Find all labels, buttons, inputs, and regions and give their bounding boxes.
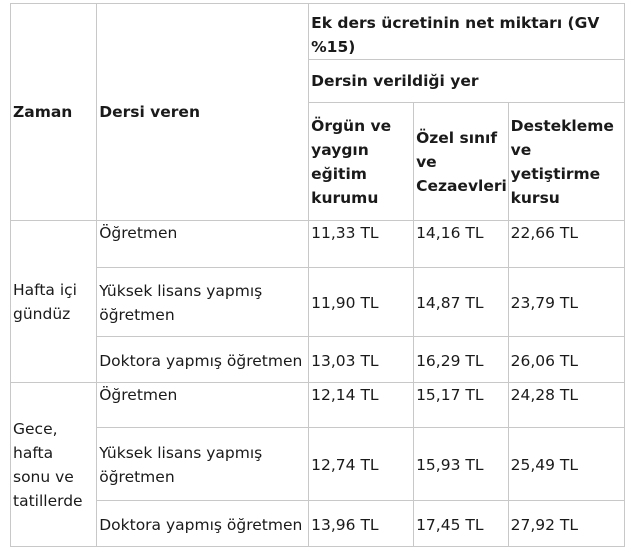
group-zaman-cell: Gece, hafta sonu ve tatillerde bbox=[11, 383, 97, 547]
orgun-value-cell: 13,03 TL bbox=[309, 337, 414, 383]
orgun-value-cell: 13,96 TL bbox=[309, 501, 414, 547]
orgun-value-cell: 11,33 TL bbox=[309, 221, 414, 268]
header-row bbox=[11, 4, 625, 60]
dersi-veren-cell: Doktora yapmış öğretmen bbox=[97, 337, 309, 383]
header-dersi-veren: Dersi veren bbox=[97, 4, 309, 221]
dersi-veren-cell: Öğretmen bbox=[97, 221, 309, 268]
table-row bbox=[11, 501, 625, 547]
dersi-veren-cell: Yüksek lisans yapmış öğretmen bbox=[97, 268, 309, 337]
dersi-veren-cell: Doktora yapmış öğretmen bbox=[97, 501, 309, 547]
ozel-value-cell: 17,45 TL bbox=[414, 501, 509, 547]
table-row bbox=[11, 337, 625, 383]
destek-value-cell: 25,49 TL bbox=[508, 428, 624, 501]
table-row bbox=[11, 221, 625, 268]
destek-value-cell: 26,06 TL bbox=[508, 337, 624, 383]
dersi-veren-cell: Yüksek lisans yapmış öğretmen bbox=[97, 428, 309, 501]
orgun-value-cell: 11,90 TL bbox=[309, 268, 414, 337]
orgun-value-cell: 12,14 TL bbox=[309, 383, 414, 428]
header-col-orgun: Örgün ve yaygın eğitim kurumu bbox=[309, 103, 414, 221]
ozel-value-cell: 16,29 TL bbox=[414, 337, 509, 383]
header-col-ozel: Özel sınıf ve Cezaevleri bbox=[414, 103, 509, 221]
table-row bbox=[11, 268, 625, 337]
destek-value-cell: 22,66 TL bbox=[508, 221, 624, 268]
ozel-value-cell: 15,93 TL bbox=[414, 428, 509, 501]
dersi-veren-cell: Öğretmen bbox=[97, 383, 309, 428]
orgun-value-cell: 12,74 TL bbox=[309, 428, 414, 501]
header-zaman: Zaman bbox=[11, 4, 97, 221]
ozel-value-cell: 14,16 TL bbox=[414, 221, 509, 268]
table-row bbox=[11, 383, 625, 428]
group-zaman-cell: Hafta içi gündüz bbox=[11, 221, 97, 383]
table-row bbox=[11, 428, 625, 501]
ozel-value-cell: 15,17 TL bbox=[414, 383, 509, 428]
destek-value-cell: 24,28 TL bbox=[508, 383, 624, 428]
destek-value-cell: 27,92 TL bbox=[508, 501, 624, 547]
header-verildigi-yer: Dersin verildiği yer bbox=[309, 60, 625, 103]
header-net-miktar: Ek ders ücretinin net miktarı (GV %15) bbox=[309, 4, 625, 60]
ozel-value-cell: 14,87 TL bbox=[414, 268, 509, 337]
destek-value-cell: 23,79 TL bbox=[508, 268, 624, 337]
table-container bbox=[10, 3, 625, 547]
ek-ders-ucret-table bbox=[10, 3, 625, 547]
header-col-destek: Destekleme ve yetiştirme kursu bbox=[508, 103, 624, 221]
